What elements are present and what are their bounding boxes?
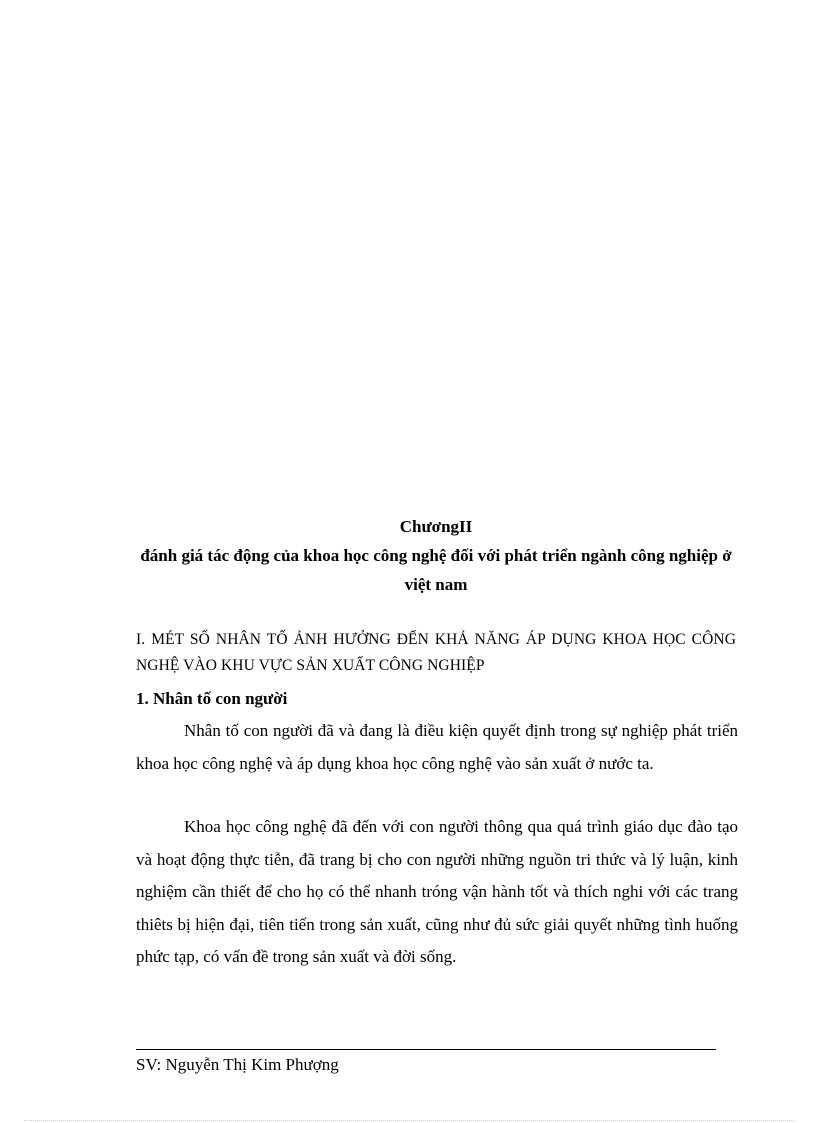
- subsection-heading: 1. Nhân tố con người: [136, 689, 288, 708]
- body-paragraph: Nhân tố con người đã và đang là điều kiện quyết định trong sự nghiệp phát triển khoa học công nghệ và áp dụng khoa học công nghệ vào sản xuất ở nước ta.: [136, 721, 738, 773]
- footer-author: SV: Nguyễn Thị Kim Phượng: [136, 1055, 339, 1074]
- section-heading: I. MÉT SỐ NHÂN TỐ ẢNH HƯỞNG ĐẾN KHẢ NĂNG ÁP DỤNG KHOA HỌC CÔNG NGHỆ VÀO KHU VỰC SẢN XUẤT CÔNG NGHIỆP: [136, 631, 736, 674]
- body-paragraph: Khoa học công nghệ đã đến với con người thông qua quá trình giáo dục đào tạo và hoạt động thực tiễn, đã trang bị cho con người những nguồn tri thức và lý luận, kinh nghiệm cần thiết để cho họ có thể nhanh tróng vận hành tốt và thích nghi với các trang thiêts bị hiện đại, tiên tiến trong sản xuất, cũng như đủ sức giải quyết những tình huống phức tạp, có vấn đề trong sản xuất và đời sống.: [136, 817, 738, 966]
- footer-divider: [136, 1049, 716, 1050]
- chapter-label: ChươngII: [399, 517, 473, 536]
- chapter-title: đánh giá tác động của khoa học công nghệ đối với phát triển ngành công nghiệp ở việt nam: [140, 546, 732, 594]
- page-bottom-edge: [24, 1120, 794, 1121]
